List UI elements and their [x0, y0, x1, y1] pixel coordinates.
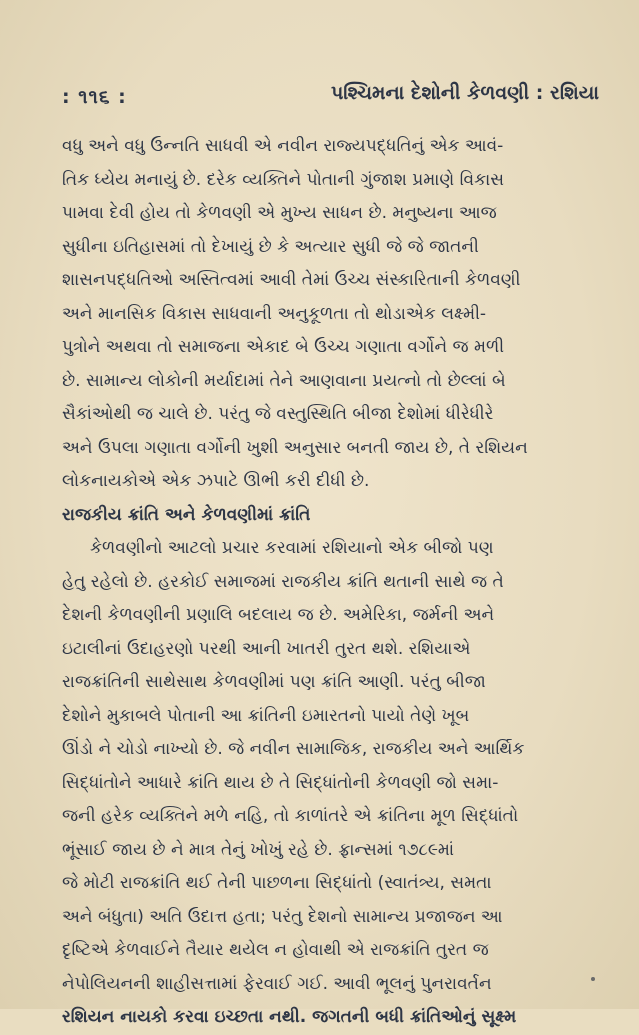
text-line: જની હરેક વ્યક્તિને મળે નહિ, તો કાળાંતરે એ ક્રાંતિના મૂળ સિદ્ધાંતો	[62, 806, 519, 826]
text-line: દૃષ્ટિએ કેળવાઈને તૈયાર થયેલ ન હોવાથી એ રાજક્રાંતિ તુરત જ	[62, 940, 489, 960]
text-line: શાસનપદ્ધતિઓ અસ્તિત્વમાં આવી તેમાં ઉચ્ચ સંસ્કારિતાની કેળવણી	[62, 270, 521, 290]
page-number: : ૧૧૬ :	[62, 86, 127, 108]
text-line: સુધીના ઇતિહાસમાં તો દેખાયું છે કે અત્યાર સુધી જે જે જાતની	[62, 236, 479, 257]
text-line: અને માનસિક વિકાસ સાધવાની અનુકૂળતા તો થોડાએક લક્ષ્મી-	[62, 303, 487, 324]
text-line: દેશોને મુકાબલે પોતાની આ ક્રાંતિની ઇમારતનો પાયો તેણે ખૂબ	[62, 705, 470, 726]
text-line: પુત્રોને અથવા તો સમાજના એકાદ બે ઉચ્ચ ગણાતા વર્ગોને જ મળી	[62, 337, 505, 357]
text-line: ઊંડો ને ચોડો નાખ્યો છે. જે નવીન સામાજિક, રાજકીય અને આર્થિક	[62, 739, 525, 759]
text-line: નેપોલિયનની શાહીસત્તામાં ફેરવાઈ ગઈ. આવી ભૂલનું પુનરાવર્તન	[62, 973, 492, 994]
text-line: દેશની કેળવણીની પ્રણાલિ બદલાય જ છે. અમેરિકા, જર્મની અને	[62, 605, 495, 625]
text-line: રશિયન નાયકો કરવા ઇચ્છતા નથી. જગતની બધી ક્રાંતિઓનું સૂક્ષ્મ	[62, 1007, 517, 1027]
running-title: પશ્ચિમના દેશોની કેળવણી : રશિયા	[330, 82, 599, 104]
text-line: અને ઉપલા ગણાતા વર્ગોની ખુશી અનુસાર બનતી જાય છે, તે રશિયન	[62, 437, 528, 458]
text-line: સિદ્ધાંતોને આધારે ક્રાંતિ થાય છે તે સિદ્ધાંતોની કેળવણી જો સમા-	[62, 772, 499, 793]
text-line: ઇટાલીનાં ઉદાહરણો પરથી આની ખાતરી તુરત થશે. રશિયાએ	[62, 638, 471, 659]
section-heading: રાજકીય ક્રાંતિ અને કેળવણીમાં ક્રાંતિ	[62, 504, 311, 525]
text-line: અને બંધુતા) અતિ ઉદાત્ત હતા; પરંતુ દેશનો સામાન્ય પ્રજાજન આ	[62, 906, 503, 927]
text-line: તિક ધ્યેય મનાયું છે. દરેક વ્યક્તિને પોતાની ગુંજાશ પ્રમાણે વિકાસ	[62, 169, 505, 190]
body-text	[62, 130, 602, 1035]
page-header	[62, 82, 599, 112]
text-line: હેતુ રહેલો છે. હરકોઈ સમાજમાં રાજકીય ક્રાંતિ થતાની સાથે જ તે	[62, 571, 504, 592]
text-line: જે મોટી રાજક્રાંતિ થઈ તેની પાછળના સિદ્ધાંતો (સ્વાતંત્ર્ય, સમતા	[62, 873, 492, 893]
text-line: છે. સામાન્ય લોકોની મર્યાદામાં તેને આણવાના પ્રયત્નો તો છેલ્લાં બે	[62, 370, 506, 391]
text-line: રાજક્રાંતિની સાથેસાથ કેળવણીમાં પણ ક્રાંતિ આણી. પરંતુ બીજા	[62, 672, 486, 692]
text-line: સૈકાંઓથી જ ચાલે છે. પરંતુ જે વસ્તુસ્થિતિ બીજા દેશોમાં ધીરેધીરે	[62, 404, 494, 424]
text-line: લોકનાયકોએ એક ઝપાટે ઊભી કરી દીધી છે.	[62, 471, 370, 491]
text-line: પામવા દેવી હોય તો કેળવણી એ મુખ્ય સાધન છે. મનુષ્યના આજ	[62, 203, 497, 223]
text-line: ભૂંસાઈ જાય છે ને માત્ર તેનું ખોખું રહે છે. ફ્રાન્સમાં ૧૭૮૯માં	[62, 839, 455, 860]
text-line: કેળવણીનો આટલો પ્રચાર કરવામાં રશિયાનો એક બીજો પણ	[90, 538, 494, 558]
page-speck	[591, 977, 595, 981]
text-line: વધુ અને વધુ ઉન્નતિ સાધવી એ નવીન રાજ્યપદ્ધતિનું એક આવં-	[62, 136, 504, 156]
